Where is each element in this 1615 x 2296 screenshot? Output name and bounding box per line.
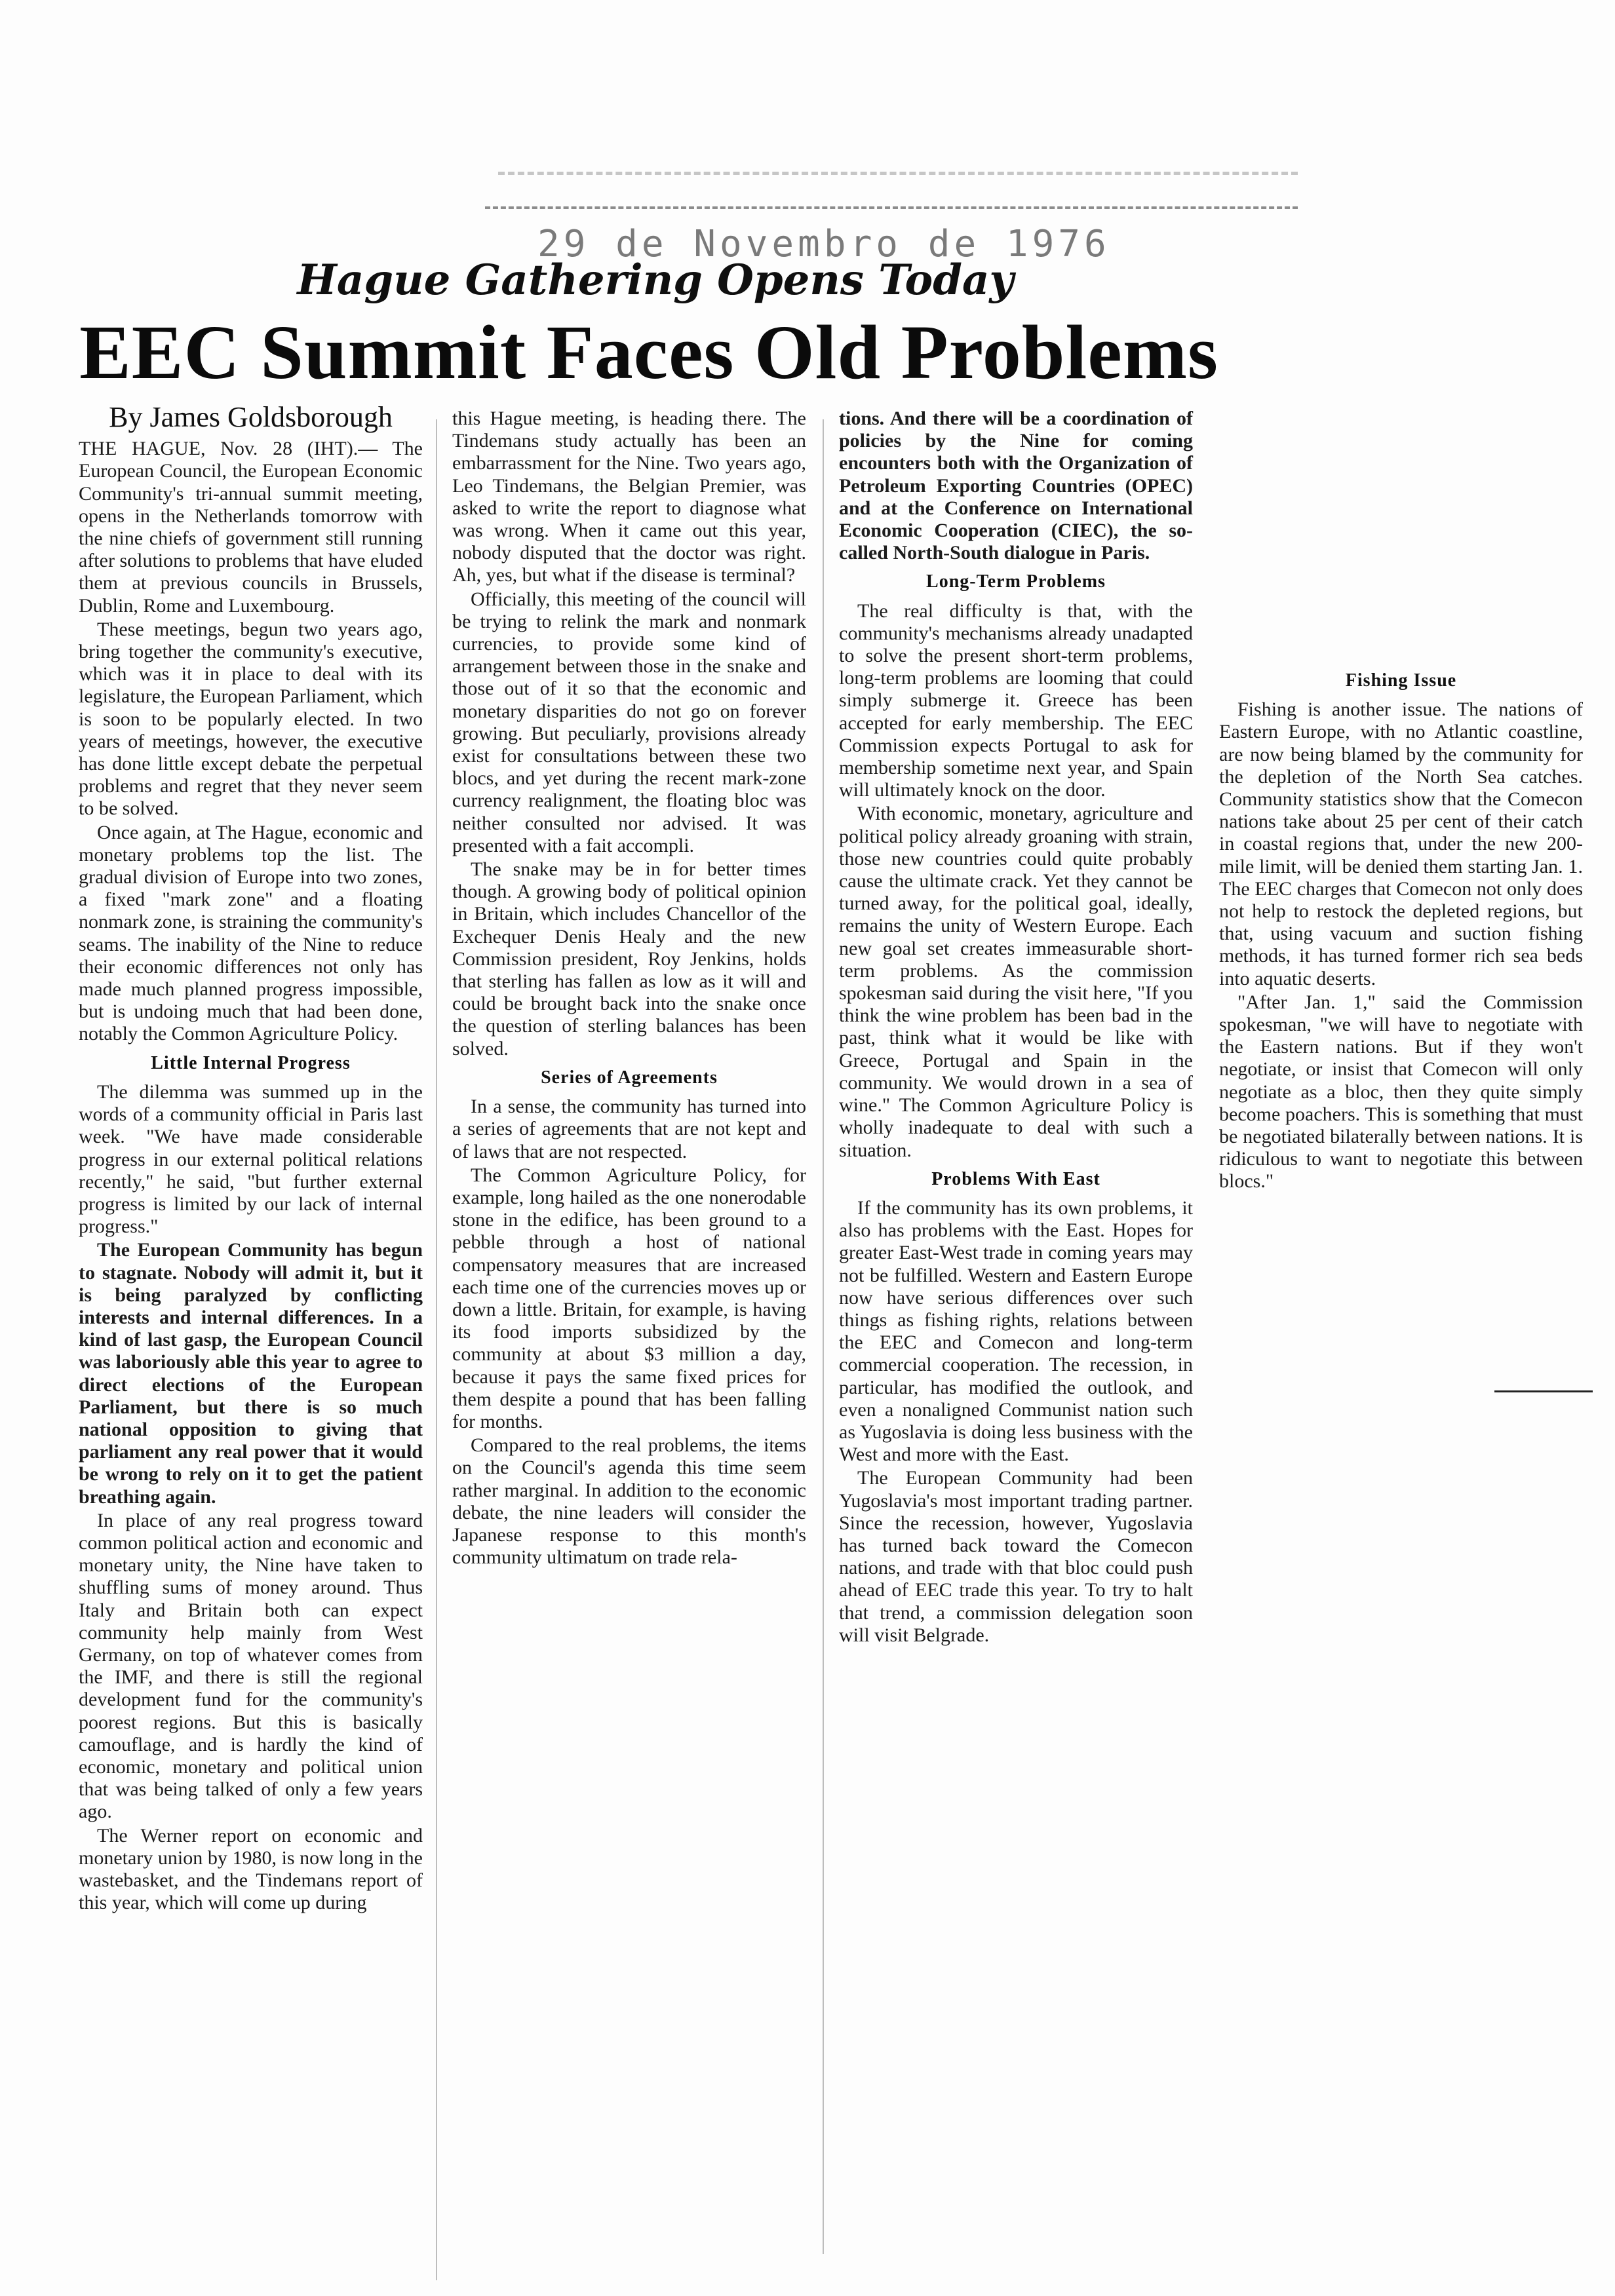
paragraph: With economic, monetary, agriculture and political policy already groaning with strain, those new countries could quite probably cause the ultimate crack. Yet they cannot be turned away, for the political goal, ideally, remains the unity of Western Europe. Each new goal set creates immeasurable short-term problems. As the commission spokesman said during the visit here, "If you think the wine problem has been bad in the past, think what it would be like with Greece, Portugal and Spain in the community. We would drown in a sea of wine." The Common Agriculture Policy is wholly inadequate to deal with such a situation. [839,803,1193,1161]
paragraph: These meetings, begun two years ago, bring together the community's executive, which was it in place to deal with its legislature, the European Parliament, which is soon to be popularly elected. In two years of meetings, however, the executive has done little except debate the perpetual problems and regret that they never seem to be solved. [79,618,423,820]
handwritten-date: 29 de Novembro de 1976 [537,223,1110,265]
article-column-1 [79,401,423,1915]
article-column-4 [1219,663,1583,1195]
paragraph: THE HAGUE, Nov. 28 (IHT).— The European Council, the European Economic Community's tri-annual summit meeting, opens in the Netherlands tomorrow with the nine chiefs of government still running after solutions to problems that have eluded them at previous councils in Brussels, Dublin, Rome and Luxembourg. [79,438,423,617]
paragraph: tions. And there will be a coordination of policies by the Nine for coming encounters both with the Organization of Petroleum Exporting Countries (OPEC) and at the Conference on International Economic Cooperation (CIEC), the so-called North-South dialogue in Paris. [839,408,1193,564]
paragraph: The European Community had been Yugoslavia's most important trading partner. Since the recession, however, Yugoslavia has turned back toward the Comecon nations, and trade with that bloc could push ahead of EEC trade this year. To try to halt that trend, a commission delegation soon will visit Belgrade. [839,1467,1193,1646]
paragraph: Officially, this meeting of the council will be trying to relink the mark and nonmark currencies, to provide some kind of arrangement between those in the snake and those out of it so that the economic and monetary disparities do not go on forever growing. But peculiarly, provisions already exist for consultations between these two blocs, and yet during the recent mark-zone currency realignment, the floating bloc was neither consulted nor advised. It was presented with a fait accompli. [452,588,806,856]
paragraph: Compared to the real problems, the items on the Council's agenda this time seem rather marginal. In addition to the economic debate, the nine leaders will consider the Japanese response to this month's community ultimatum on trade rela- [452,1434,806,1569]
paragraph: The real difficulty is that, with the community's mechanisms already unadapted to solve the present short-term problems, long-term problems are looming that could simply submerge it. Greece has been accepted for early membership. The EEC Commission expects Portugal to ask for membership sometime next year, and Spain will ultimately knock on the door. [839,600,1193,801]
paragraph: Once again, at The Hague, economic and monetary problems top the list. The gradual division of Europe into two zones, a fixed "mark zone" and a floating nonmark zone, is straining the community's seams. The inability of the Nine to reduce their economic differences not only has made much planned progress impossible, but is undoing much that had been done, notably the Common Agriculture Policy. [79,821,423,1045]
paragraph: The Werner report on economic and monetary union by 1980, is now long in the wastebasket, and the Tindemans report of this year, which will come up during [79,1824,423,1914]
clipping-dashed-rule [485,206,1298,209]
article-column-3 [839,408,1193,1648]
paragraph: The Common Agriculture Policy, for example, long hailed as the one nonerodable stone in the edifice, has been ground to a pebble through a host of national compensatory measures that are increased each time one of the currencies moves up or down a little. Britain, for example, is having its food imports subsidized by the community at about $3 million a day, because it pays the same fixed prices for them despite a pound that has been falling for months. [452,1164,806,1432]
column-divider [436,419,437,2280]
subhead: Series of Agreements [541,1067,718,1088]
kicker-headline: Hague Gathering Opens Today [297,256,1014,305]
paragraph: this Hague meeting, is heading there. The Tindemans study actually has been an embarrassment for the Nine. Two years ago, Leo Tindemans, the Belgian Premier, was asked to write the report to diagnose what was wrong. When it came out this year, nobody disputed that the doctor was right. Ah, yes, but what if the disease is terminal? [452,408,806,586]
main-headline: EEC Summit Faces Old Problems [79,309,1218,395]
byline: By James Goldsborough [109,401,393,433]
subhead: Little Internal Progress [151,1052,351,1073]
paragraph: "After Jan. 1," said the Commission spokesman, "we will have to negotiate with the Eastern nations. But if they won't negotiate, or insist that Comecon will only negotiate as a bloc, then they quite simply become poachers. This is something that must be negotiated bilaterally between nations. It is ridiculous to want to negotiate this between blocs." [1219,991,1583,1193]
clipping-top-rule [498,172,1298,175]
paragraph: If the community has its own problems, it also has problems with the East. Hopes for greater East-West trade in coming years may not be fulfilled. Western and Eastern Europe now have serious differences over such things as fishing rights, relations between the EEC and Comecon and long-term commercial cooperation. The recession, in particular, has modified the outlook, and even a nonaligned Communist nation such as Yugoslavia is doing less business with the West and more with the East. [839,1196,1193,1466]
subhead: Long-Term Problems [926,571,1106,592]
article-column-2 [452,408,806,1570]
subhead: Problems With East [931,1168,1100,1189]
column-divider [823,419,824,2254]
paragraph: The snake may be in for better times though. A growing body of political opinion in Britain, which includes Chancellor of the Exchequer Denis Healy and the new Commission president, Roy Jenkins, holds that sterling has fallen as low as it will and could be brought back into the snake once the question of sterling balances has been solved. [452,858,806,1060]
paragraph: The dilemma was summed up in the words of a community official in Paris last week. "We have made considerable progress in our external political relations recently," he said, "but further external progress is limited by our lack of internal progress." [79,1081,423,1238]
paragraph: The European Community has begun to stagnate. Nobody will admit it, but it is being paralyzed by conflicting interests and internal differences. In a kind of last gasp, the European Council was laboriously able this year to agree to direct elections of the European Parliament, but there is so much national opposition to giving that parliament any real power that it would be wrong to rely on it to get the patient breathing again. [79,1239,423,1508]
paragraph: In place of any real progress toward common political action and economic and monetary unity, the Nine have taken to shuffling sums of money around. Thus Italy and Britain both can expect community help mainly from West Germany, on top of whatever comes from the IMF, and there is still the regional development fund for the community's poorest regions. But this is basically camouflage, and is hardly the kind of economic, monetary and political union that was being talked of only a few years ago. [79,1509,423,1823]
paragraph: Fishing is another issue. The nations of Eastern Europe, with no Atlantic coastline, are now being blamed by the community for the depletion of the North Sea catches. Community statistics show that the Comecon nations take about 25 per cent of their catch in coastal regions that, under the new 200-mile limit, will be denied them starting Jan. 1. The EEC charges that Comecon not only does not help to restock the depleted regions, but that, using vacuum and suction fishing methods, it has turned former rich sea beds into aquatic deserts. [1219,698,1583,989]
subhead: Fishing Issue [1345,670,1457,691]
end-rule [1494,1390,1593,1392]
paragraph: In a sense, the community has turned into a series of agreements that are not kept and of laws that are not respected. [452,1096,806,1162]
